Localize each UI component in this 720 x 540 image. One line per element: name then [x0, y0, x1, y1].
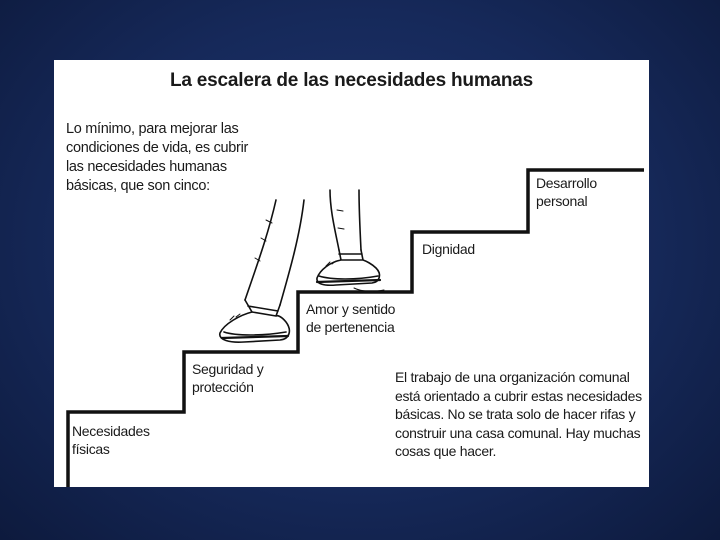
step-label-3: Amor y sentido de pertenencia	[306, 301, 396, 335]
note-text: El trabajo de una organización comunal está orientado a cubrir estas necesidades básicas. No se trata solo de hacer rifas y construir una casa comunal. Hay muchas cosas que hacer.	[395, 369, 642, 459]
diagram-title: La escalera de las necesidades humanas	[169, 70, 534, 91]
intro-text: Lo mínimo, para mejorar las condiciones de vida, es cubrir las necesidades humanas básicas, que son cinco:	[66, 121, 249, 194]
step-label-1: Necesidades físicas	[72, 423, 150, 457]
slide-card	[54, 60, 649, 487]
step-label-5: Desarrollo personal	[536, 175, 597, 209]
step-label-2: Seguridad y protección	[192, 361, 264, 395]
step-label-4: Dignidad	[422, 241, 475, 257]
